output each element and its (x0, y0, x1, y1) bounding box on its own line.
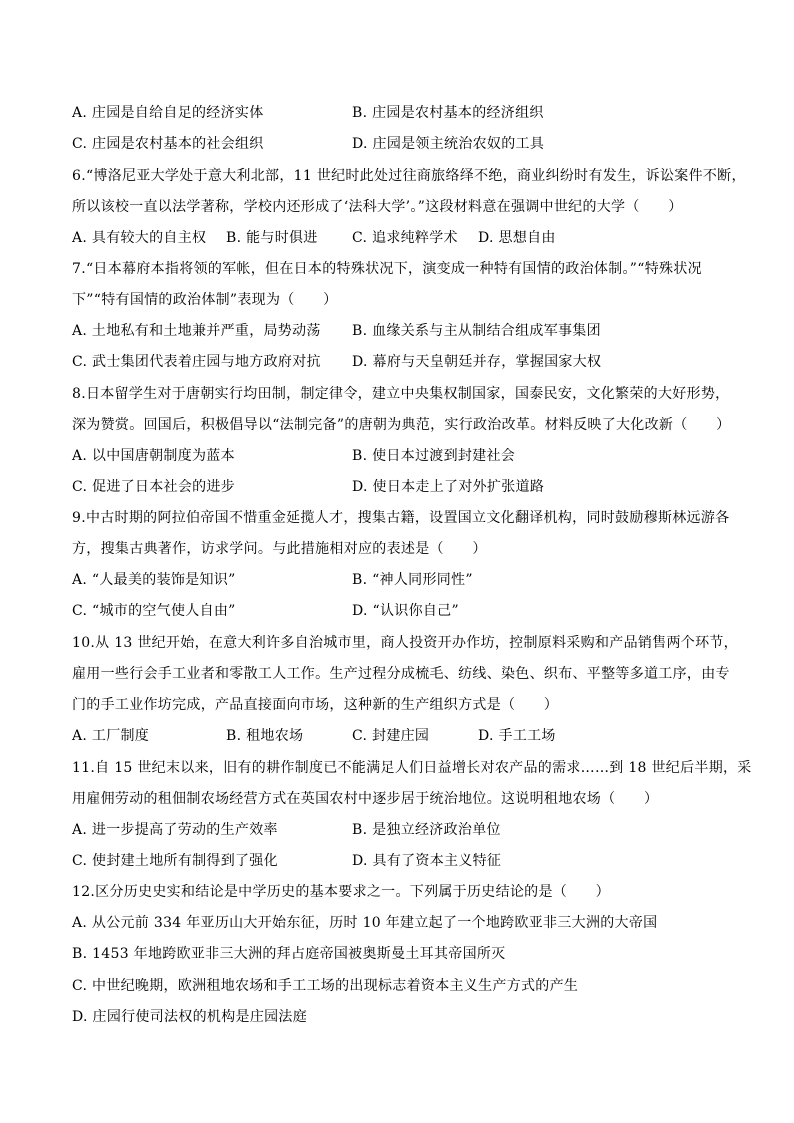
q11-stem-line-1: 11.自 15 世纪末以来，旧有的耕作制度已不能满足人们日益增长对农产品的需求……到 18 世纪后半期，采 (72, 760, 752, 776)
q12-option-c: C. 中世纪晚期，欧洲租地农场和手工工场的出现标志着资本主义生产方式的产生 (72, 978, 579, 994)
q8-option-c: C. 促进了日本社会的进步 (72, 479, 236, 495)
q6-stem-line-2: 所以该校一直以法学著称，学校内还形成了‘法科大学’。”这段材料意在强调中世纪的大学（ ） (72, 199, 683, 215)
q9-option-c: C. “城市的空气使人自由” (72, 603, 236, 619)
q11-option-c: C. 使封建土地所有制得到了强化 (72, 853, 278, 869)
q12-stem-line-1: 12.区分历史史实和结论是中学历史的基本要求之一。下列属于历史结论的是（ ） (72, 884, 610, 900)
q8-stem-line-1: 8.日本留学生对于唐朝实行均田制，制定律令，建立中央集权制国家，国泰民安，文化繁荣的大好形势， (72, 386, 730, 402)
q10-stem-line-1: 10.从 13 世纪开始，在意大利许多自治城市里，商人投资开办作坊，控制原料采购和产品销售两个环节， (72, 635, 738, 651)
q11-stem-line-2: 用雇佣劳动的租佃制农场经营方式在英国农村中逐步居于统治地位。这说明租地农场（ ） (72, 791, 659, 807)
q11-option-b: B. 是独立经济政治单位 (352, 822, 501, 838)
q10-option-b: B. 租地农场 (226, 728, 304, 744)
q9-stem-line-2: 方，搜集古典著作，访求学问。与此措施相对应的表述是（ ） (72, 541, 487, 557)
q10-option-d: D. 手工工场 (478, 728, 556, 744)
q7-stem-line-2: 下”“特有国情的政治体制”表现为（ ） (72, 292, 338, 308)
q10-option-a: A. 工厂制度 (72, 728, 150, 744)
q12-option-a: A. 从公元前 334 年亚历山大开始东征，历时 10 年建立起了一个地跨欧亚非三大洲的大帝国 (72, 915, 658, 931)
q7-option-b: B. 血缘关系与主从制结合组成军事集团 (352, 323, 601, 339)
q8-option-d: D. 使日本走上了对外扩张道路 (352, 479, 545, 495)
q7-option-c: C. 武士集团代表着庄园与地方政府对抗 (72, 354, 321, 370)
q12-option-b: B. 1453 年地跨欧亚非三大洲的拜占庭帝国被奥斯曼土耳其帝国所灭 (72, 946, 506, 962)
q6-option-d: D. 思想自由 (478, 230, 556, 246)
q12-option-d: D. 庄园行使司法权的机构是庄园法庭 (72, 1009, 308, 1025)
q9-option-a: A. “人最美的装饰是知识” (72, 572, 236, 588)
q5-option-b: B. 庄园是农村基本的经济组织 (352, 105, 544, 121)
q11-option-a: A. 进一步提高了劳动的生产效率 (72, 822, 278, 838)
q5-option-c: C. 庄园是农村基本的社会组织 (72, 136, 264, 152)
q7-option-d: D. 幕府与天皇朝廷并存，掌握国家大权 (352, 354, 602, 370)
q6-option-c: C. 追求纯粹学术 (352, 230, 458, 246)
q10-stem-line-2: 雇用一些行会手工业者和零散工人工作。生产过程分成梳毛、纺线、染色、织布、平整等多道工序，由专 (72, 666, 730, 682)
q8-stem-line-2: 深为赞赏。回国后，积极倡导以“法制完备”的唐朝为典范，实行政治改革。材料反映了大化改新（ ） (72, 417, 731, 433)
q9-stem-line-1: 9.中古时期的阿拉伯帝国不惜重金延揽人才，搜集古籍，设置国立文化翻译机构，同时鼓励穆斯林远游各 (72, 510, 730, 526)
q9-option-d: D. “认识你自己” (352, 603, 459, 619)
q10-option-c: C. 封建庄园 (352, 728, 430, 744)
q11-option-d: D. 具有了资本主义特征 (352, 853, 502, 869)
q5-option-a: A. 庄园是自给自足的经济实体 (72, 105, 264, 121)
q5-option-d: D. 庄园是领主统治农奴的工具 (352, 136, 545, 152)
q6-stem-line-1: 6.“博洛尼亚大学处于意大利北部，11 世纪时此处过往商旅络绎不绝，商业纠纷时有发生，诉讼案件不断， (72, 168, 746, 184)
q8-option-a: A. 以中国唐朝制度为蓝本 (72, 448, 235, 464)
q8-option-b: B. 使日本过渡到封建社会 (352, 448, 516, 464)
q6-option-b: B. 能与时俱进 (226, 230, 318, 246)
q10-stem-line-3: 门的手工业作坊完成，产品直接面向市场，这种新的生产组织方式是（ ） (72, 697, 559, 713)
q6-option-a: A. 具有较大的自主权 (72, 230, 207, 246)
q7-stem-line-1: 7.“日本幕府本指将领的军帐，但在日本的特殊状况下，演变成一种特有国情的政治体制。”“特殊状况 (72, 261, 702, 277)
q7-option-a: A. 土地私有和土地兼并严重，局势动荡 (72, 323, 321, 339)
q9-option-b: B. “神人同形同性” (352, 572, 473, 588)
